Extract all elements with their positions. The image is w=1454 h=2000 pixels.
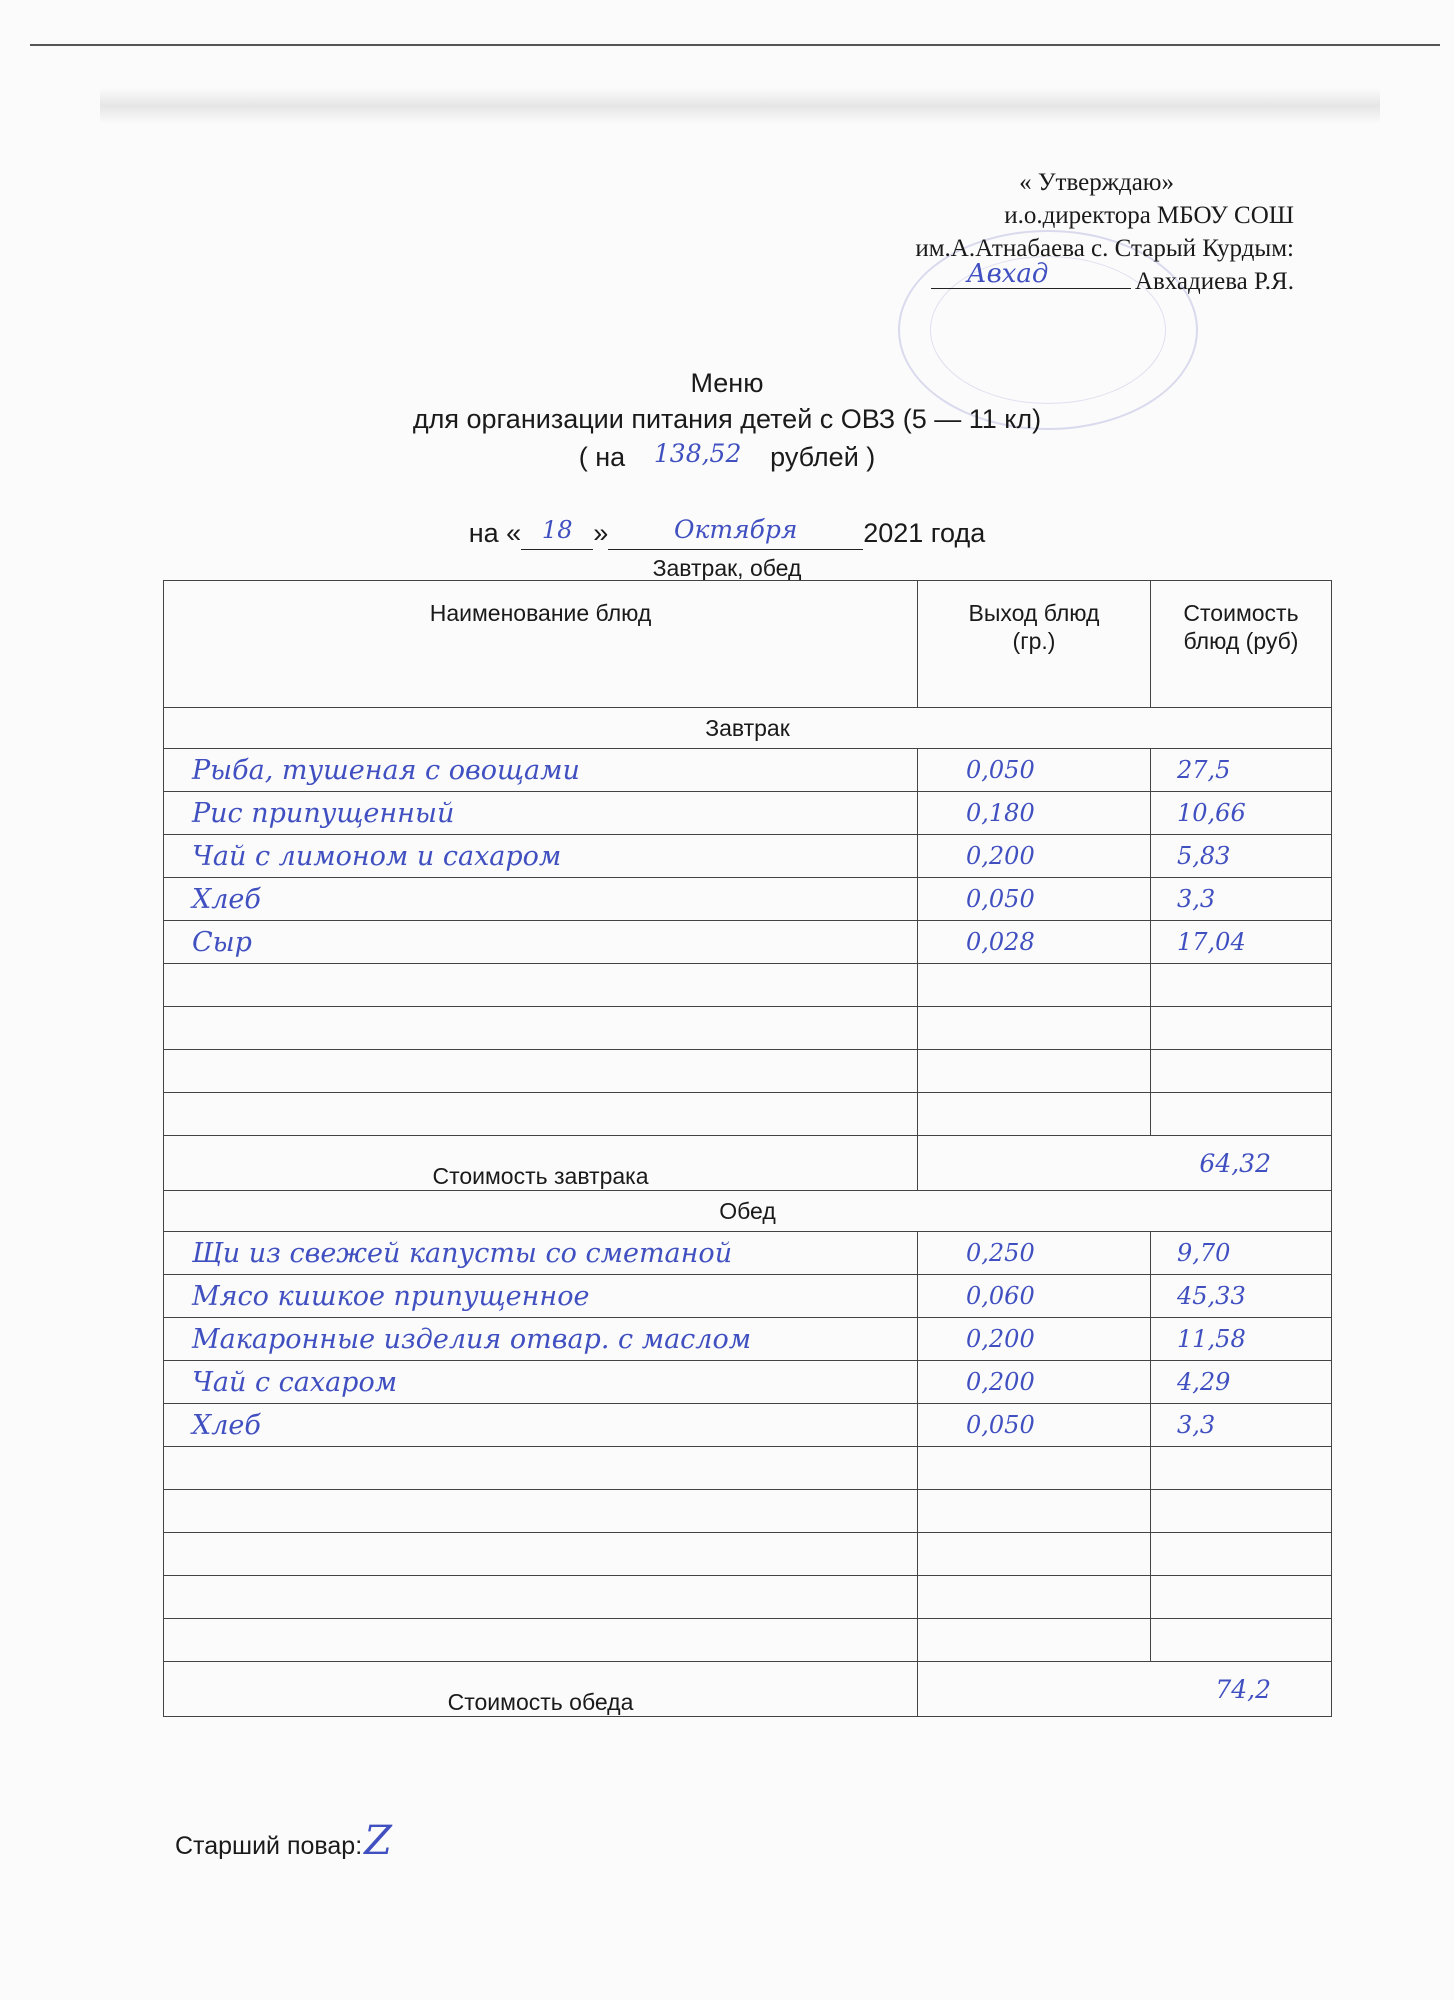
lunch-total-label: Стоимость обеда <box>164 1662 918 1717</box>
price-cell: 5,83 <box>1151 835 1332 878</box>
price-cell <box>1151 1576 1332 1619</box>
section-breakfast: Завтрак <box>164 708 1332 749</box>
yield-cell: 0,050 <box>918 1404 1151 1447</box>
price-cell: 45,33 <box>1151 1275 1332 1318</box>
table-row <box>164 1093 1332 1136</box>
dish-name-cell <box>164 1447 918 1490</box>
date-day: 18 <box>541 516 573 544</box>
approval-school: им.А.Атнабаева с. Старый Курдым: <box>915 235 1294 262</box>
dish-name-cell: Макаронные изделия отвар. с маслом <box>164 1318 918 1361</box>
dish-name-cell <box>164 964 918 1007</box>
header-dish-name: Наименование блюд <box>164 581 918 708</box>
breakfast-total-label: Стоимость завтрака <box>164 1136 918 1191</box>
header-price: Стоимость блюд (руб) <box>1151 581 1332 708</box>
price-cell: 3,3 <box>1151 878 1332 921</box>
price-cell <box>1151 1490 1332 1533</box>
price-cell: 11,58 <box>1151 1318 1332 1361</box>
yield-cell <box>918 1576 1151 1619</box>
lunch-total-row <box>164 1662 1332 1717</box>
lunch-total-value: 74,2 <box>918 1662 1332 1717</box>
yield-cell <box>918 1533 1151 1576</box>
table-row <box>164 1404 1332 1447</box>
dish-name-cell <box>164 1533 918 1576</box>
header-yield: Выход блюд (гр.) <box>918 581 1151 708</box>
yield-cell: 0,050 <box>918 749 1151 792</box>
director-signature: Авхад <box>931 266 1131 289</box>
dish-name-cell <box>164 1093 918 1136</box>
scan-edge-line <box>30 44 1440 46</box>
dish-name-cell: Рис припущенный <box>164 792 918 835</box>
approval-heading: « Утверждаю» <box>1019 169 1174 196</box>
yield-cell <box>918 1490 1151 1533</box>
menu-heading: Меню <box>690 368 764 398</box>
yield-cell <box>918 964 1151 1007</box>
dish-name-cell <box>164 1619 918 1662</box>
price-cell: 10,66 <box>1151 792 1332 835</box>
yield-cell: 0,200 <box>918 1361 1151 1404</box>
menu-subtitle: для организации питания детей с ОВЗ (5 — 11 кл) <box>412 404 1042 434</box>
dish-name-cell <box>164 1050 918 1093</box>
section-lunch: Обед <box>164 1191 1332 1232</box>
table-row <box>164 1275 1332 1318</box>
cook-label: Старший повар: <box>175 1832 363 1860</box>
price-cell <box>1151 1050 1332 1093</box>
price-cell: 4,29 <box>1151 1361 1332 1404</box>
dish-name-cell <box>164 1007 918 1050</box>
table-row <box>164 749 1332 792</box>
yield-cell: 0,060 <box>918 1275 1151 1318</box>
table-caption: Завтрак, обед <box>652 555 802 581</box>
dish-name-cell: Сыр <box>164 921 918 964</box>
yield-cell: 0,050 <box>918 878 1151 921</box>
price-value: 138,52 <box>653 439 742 468</box>
yield-cell <box>918 1007 1151 1050</box>
table-row <box>164 1361 1332 1404</box>
table-header-row <box>164 581 1332 708</box>
yield-cell: 0,250 <box>918 1232 1151 1275</box>
yield-cell <box>918 1447 1151 1490</box>
date-month: Октября <box>673 515 798 544</box>
yield-cell: 0,200 <box>918 1318 1151 1361</box>
price-cell: 9,70 <box>1151 1232 1332 1275</box>
yield-cell: 0,180 <box>918 792 1151 835</box>
breakfast-total-row <box>164 1136 1332 1191</box>
yield-cell: 0,028 <box>918 921 1151 964</box>
dish-name-cell: Щи из свежей капусты со сметаной <box>164 1232 918 1275</box>
price-cell: 3,3 <box>1151 1404 1332 1447</box>
table-row <box>164 792 1332 835</box>
director-name: Авхадиева Р.Я. <box>1134 268 1294 295</box>
dish-name-cell: Чай с лимоном и сахаром <box>164 835 918 878</box>
dish-name-cell <box>164 1576 918 1619</box>
approval-signature-line <box>915 259 1294 298</box>
dish-name-cell: Мясо кишкое припущенное <box>164 1275 918 1318</box>
breakfast-rows <box>164 749 1332 1136</box>
table-row <box>164 964 1332 1007</box>
price-cell: 17,04 <box>1151 921 1332 964</box>
scan-blur <box>100 88 1380 124</box>
table-row <box>164 1533 1332 1576</box>
table-row <box>164 1318 1332 1361</box>
yield-cell: 0,200 <box>918 835 1151 878</box>
cook-signature-line <box>175 1818 392 1864</box>
table-row <box>164 1576 1332 1619</box>
yield-cell <box>918 1093 1151 1136</box>
price-cell <box>1151 1533 1332 1576</box>
approval-position: и.о.директора МБОУ СОШ <box>1004 202 1294 229</box>
lunch-rows <box>164 1232 1332 1662</box>
cook-signature: Z <box>364 1818 392 1864</box>
table-row <box>164 921 1332 964</box>
table-row <box>164 1447 1332 1490</box>
yield-cell <box>918 1619 1151 1662</box>
table-row <box>164 1619 1332 1662</box>
price-cell <box>1151 1619 1332 1662</box>
dish-name-cell: Хлеб <box>164 878 918 921</box>
table-row <box>164 1007 1332 1050</box>
table-row <box>164 1490 1332 1533</box>
dish-name-cell: Чай с сахаром <box>164 1361 918 1404</box>
menu-table <box>163 580 1332 1717</box>
table-row <box>164 878 1332 921</box>
menu-date-line: на « 18 » Октября 2021 года <box>468 515 986 548</box>
dish-name-cell: Хлеб <box>164 1404 918 1447</box>
yield-cell <box>918 1050 1151 1093</box>
approval-block <box>915 166 1294 298</box>
price-cell <box>1151 964 1332 1007</box>
table-row <box>164 835 1332 878</box>
price-cell <box>1151 1093 1332 1136</box>
price-cell: 27,5 <box>1151 749 1332 792</box>
table-row <box>164 1232 1332 1275</box>
menu-price-line: ( на 138,52 рублей ) <box>578 439 876 472</box>
dish-name-cell: Рыба, тушеная с овощами <box>164 749 918 792</box>
price-cell <box>1151 1007 1332 1050</box>
dish-name-cell <box>164 1490 918 1533</box>
breakfast-total-value: 64,32 <box>918 1136 1332 1191</box>
price-cell <box>1151 1447 1332 1490</box>
table-row <box>164 1050 1332 1093</box>
